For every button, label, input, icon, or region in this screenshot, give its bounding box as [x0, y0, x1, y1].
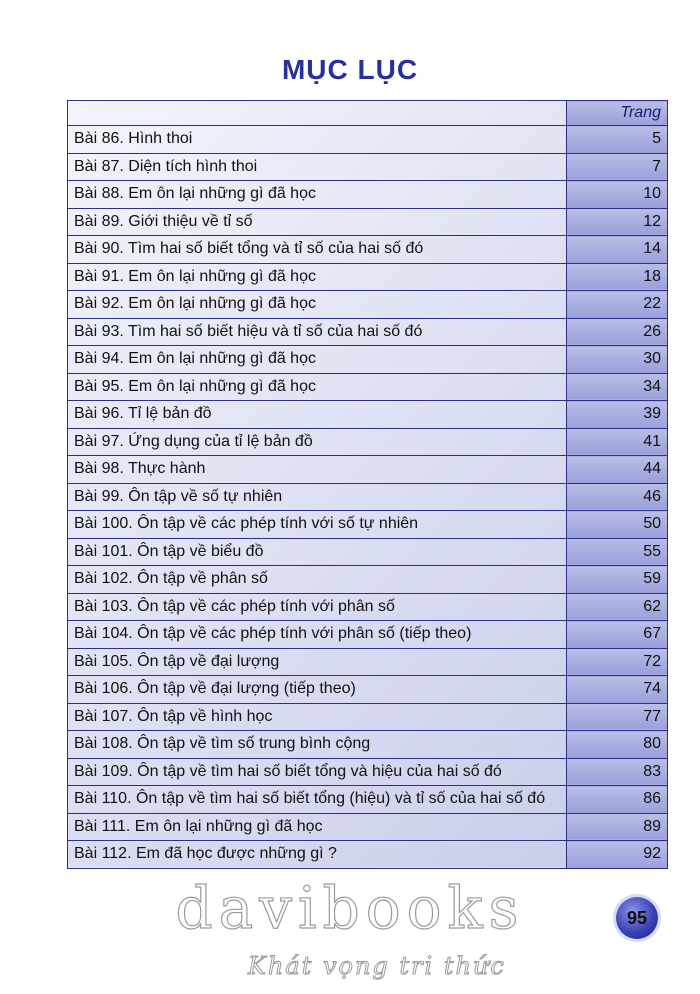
table-row: [68, 538, 668, 566]
table-row: [68, 181, 668, 209]
lesson-title: Bài 104. Ôn tập về các phép tính với phân số (tiếp theo): [68, 621, 567, 649]
table-row: [68, 703, 668, 731]
lesson-page: 18: [567, 263, 668, 291]
table-row: [68, 566, 668, 594]
table-row: [68, 841, 668, 869]
lesson-page: 22: [567, 291, 668, 319]
lesson-title: Bài 103. Ôn tập về các phép tính với phân số: [68, 593, 567, 621]
watermark-tagline: Khát vọng tri thức: [248, 952, 506, 980]
lesson-title: Bài 89. Giới thiệu về tỉ số: [68, 208, 567, 236]
lesson-page: 72: [567, 648, 668, 676]
table-row: [68, 786, 668, 814]
table-row: [68, 346, 668, 374]
lesson-title: Bài 101. Ôn tập về biểu đồ: [68, 538, 567, 566]
lesson-title: Bài 90. Tìm hai số biết tổng và tỉ số của hai số đó: [68, 236, 567, 264]
lesson-page: 59: [567, 566, 668, 594]
lesson-page: 67: [567, 621, 668, 649]
lesson-page: 86: [567, 786, 668, 814]
table-row: [68, 318, 668, 346]
lesson-title: Bài 102. Ôn tập về phân số: [68, 566, 567, 594]
lesson-page: 34: [567, 373, 668, 401]
table-row: [68, 263, 668, 291]
lesson-page: 14: [567, 236, 668, 264]
table-of-contents: [67, 100, 668, 869]
lesson-title: Bài 94. Em ôn lại những gì đã học: [68, 346, 567, 374]
lesson-title: Bài 100. Ôn tập về các phép tính với số tự nhiên: [68, 511, 567, 539]
table-row: [68, 153, 668, 181]
lesson-title: Bài 92. Em ôn lại những gì đã học: [68, 291, 567, 319]
table-row: [68, 648, 668, 676]
lesson-page: 46: [567, 483, 668, 511]
lesson-page: 10: [567, 181, 668, 209]
lesson-title: Bài 111. Em ôn lại những gì đã học: [68, 813, 567, 841]
lesson-title: Bài 106. Ôn tập về đại lượng (tiếp theo): [68, 676, 567, 704]
lesson-title: Bài 88. Em ôn lại những gì đã học: [68, 181, 567, 209]
lesson-title: Bài 105. Ôn tập về đại lượng: [68, 648, 567, 676]
table-row: [68, 676, 668, 704]
lesson-title: Bài 96. Tỉ lệ bản đồ: [68, 401, 567, 429]
lesson-page: 12: [567, 208, 668, 236]
lesson-page: 7: [567, 153, 668, 181]
lesson-title: Bài 99. Ôn tập về số tự nhiên: [68, 483, 567, 511]
lesson-title: Bài 91. Em ôn lại những gì đã học: [68, 263, 567, 291]
table-row: [68, 126, 668, 154]
table-row: [68, 428, 668, 456]
lesson-title: Bài 97. Ứng dụng của tỉ lệ bản đồ: [68, 428, 567, 456]
toc-body: [68, 126, 668, 869]
lesson-page: 50: [567, 511, 668, 539]
lesson-page: 77: [567, 703, 668, 731]
lesson-title: Bài 86. Hình thoi: [68, 126, 567, 154]
lesson-title: Bài 108. Ôn tập về tìm số trung bình cộng: [68, 731, 567, 759]
lesson-page: 39: [567, 401, 668, 429]
table-row: [68, 236, 668, 264]
table-row: [68, 291, 668, 319]
lesson-title: Bài 112. Em đã học được những gì ?: [68, 841, 567, 869]
lesson-page: 41: [567, 428, 668, 456]
header-page-label: Trang: [567, 101, 668, 126]
lesson-page: 83: [567, 758, 668, 786]
lesson-page: 5: [567, 126, 668, 154]
page-title: MỤC LỤC: [281, 54, 419, 85]
lesson-page: 62: [567, 593, 668, 621]
lesson-page: 44: [567, 456, 668, 484]
table-row: [68, 208, 668, 236]
lesson-page: 89: [567, 813, 668, 841]
table-row: [68, 813, 668, 841]
table-header-row: [68, 101, 668, 126]
lesson-title: Bài 109. Ôn tập về tìm hai số biết tổng và hiệu của hai số đó: [68, 758, 567, 786]
table-row: [68, 731, 668, 759]
table-row: [68, 511, 668, 539]
lesson-page: 26: [567, 318, 668, 346]
lesson-title: Bài 87. Diện tích hình thoi: [68, 153, 567, 181]
lesson-title: Bài 107. Ôn tập về hình học: [68, 703, 567, 731]
table-row: [68, 456, 668, 484]
header-title-cell: [68, 101, 567, 126]
page-number: 95: [626, 907, 648, 928]
table-row: [68, 373, 668, 401]
table-row: [68, 401, 668, 429]
table-row: [68, 621, 668, 649]
lesson-page: 92: [567, 841, 668, 869]
lesson-title: Bài 110. Ôn tập về tìm hai số biết tổng (hiệu) và tỉ số của hai số đó: [68, 786, 567, 814]
lesson-page: 30: [567, 346, 668, 374]
lesson-title: Bài 98. Thực hành: [68, 456, 567, 484]
lesson-title: Bài 95. Em ôn lại những gì đã học: [68, 373, 567, 401]
lesson-title: Bài 93. Tìm hai số biết hiệu và tỉ số của hai số đó: [68, 318, 567, 346]
lesson-page: 55: [567, 538, 668, 566]
lesson-page: 74: [567, 676, 668, 704]
table-row: [68, 483, 668, 511]
table-row: [68, 758, 668, 786]
lesson-page: 80: [567, 731, 668, 759]
table-row: [68, 593, 668, 621]
watermark-logo: davibooks: [175, 874, 525, 942]
